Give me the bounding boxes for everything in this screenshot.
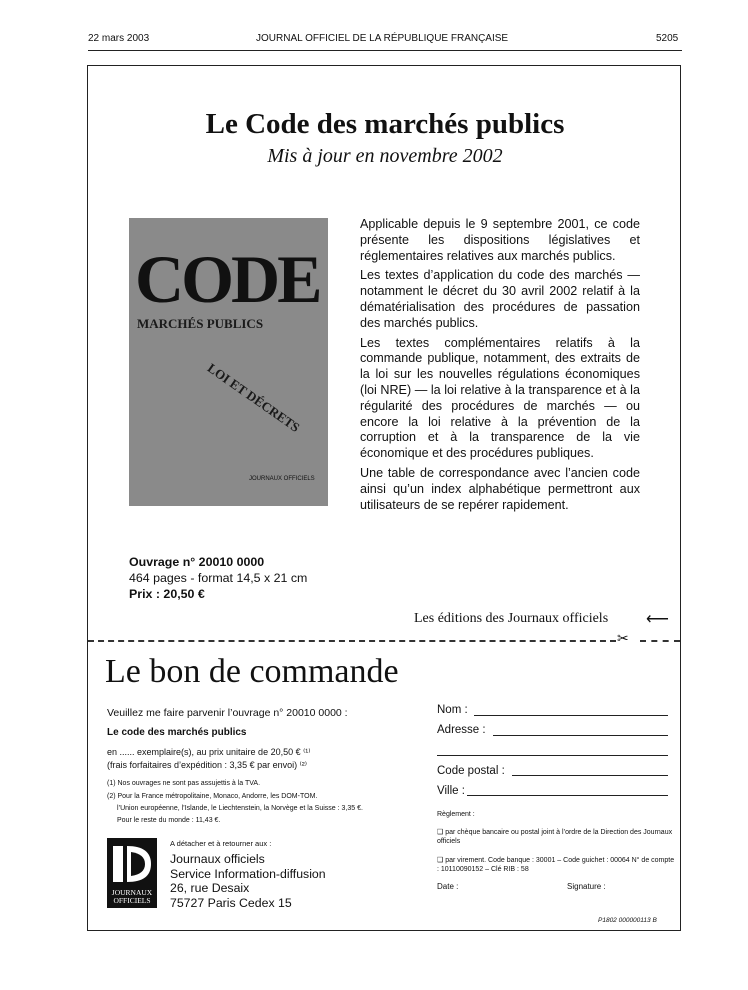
address-line: 26, rue Desaix [170,881,250,896]
cut-line [88,640,616,642]
code-postal-label: Code postal : [437,765,505,777]
logo-label: JOURNAUX OFFICIELS [111,888,153,905]
adresse-label: Adresse : [437,724,486,736]
header-journal-title: JOURNAL OFFICIEL DE LA RÉPUBLIQUE FRANÇAISE [256,33,509,44]
editions-label: Les éditions des Journaux officiels [414,611,609,626]
payment-option-virement[interactable]: ❑ par virement. Code banque : 30001 – Code guichet : 00064 N° de compte : 10110090152 – Clé RIB : 58 [437,857,675,873]
date-label: Date : [437,882,459,891]
book-price: Prix : 20,50 € [129,587,205,601]
order-book-title: Le code des marchés publics [107,727,247,738]
header-rule [88,50,682,51]
order-note: (2) Pour la France métropolitaine, Monaco, Andorre, les DOM-TOM. [107,793,318,800]
order-shipping: (frais forfaitaires d’expédition : 3,35 € par envoi) ⁽²⁾ [107,760,308,770]
cover-big-title: CODE [135,241,320,317]
scissors-icon: ✂ [617,630,629,646]
nom-field[interactable] [474,715,668,716]
order-form-title: Le bon de commande [105,653,399,690]
header-date: 22 mars 2003 [88,33,150,44]
journaux-officiels-logo [107,838,157,908]
order-quantity[interactable]: en ...... exemplaire(s), au prix unitaire de 20,50 € ⁽¹⁾ [107,747,311,757]
order-note: (1) Nos ouvrages ne sont pas assujettis à la TVA. [107,780,261,787]
ad-title: Le Code des marchés publics [205,108,565,140]
description-paragraph: Les textes d’application du code des marchés — notamment le décret du 30 avril 2002 relatif à la dématérialisation des procédures de passation des marchés publics. [360,268,640,330]
cover-publisher: JOURNAUX OFFICIELS [249,476,315,482]
book-format: 464 pages - format 14,5 x 21 cm [129,571,308,585]
ville-label: Ville : [437,785,465,797]
footer-reference: P1802 000000113 B [598,917,657,924]
book-details [129,554,307,602]
ad-description [360,217,640,517]
cover-subtitle: MARCHÉS PUBLICS [137,316,264,331]
ville-field[interactable] [467,795,668,796]
cover-decrees: LOI ET DÉCRETS [204,360,303,435]
detach-instruction: A détacher et à retourner aux : [170,839,272,848]
adresse-field-line-2[interactable] [437,755,668,756]
address-line: 75727 Paris Cedex 15 [170,895,292,910]
book-reference: Ouvrage n° 20010 0000 [129,555,265,569]
code-postal-field[interactable] [512,775,668,776]
ad-subtitle: Mis à jour en novembre 2002 [267,145,503,167]
cut-line-end [640,640,680,642]
address-line: Service Information-diffusion [170,866,326,881]
left-arrow-icon: ⟵ [646,611,669,628]
adresse-field[interactable] [493,735,668,736]
payment-option-cheque[interactable]: ❑ par chèque bancaire ou postal joint à l’ordre de la Direction des Journaux officiels [437,829,673,845]
address-line: Journaux officiels [170,852,265,866]
header-page-number: 5205 [656,33,679,44]
order-request: Veuillez me faire parvenir l’ouvrage n° 20010 0000 : [107,707,348,719]
description-paragraph: Une table de correspondance avec l’ancien code ainsi qu’un index alphabétique permettront aux utilisateurs de se repérer rapidement. [360,465,640,512]
description-paragraph: Applicable depuis le 9 septembre 2001, ce code présente les dispositions législatives et réglementaires relatives aux marchés publics. [360,217,640,263]
return-address [170,852,326,910]
reglement-label: Règlement : [437,811,475,818]
logo-emblem-icon [107,840,157,890]
order-note: l’Union européenne, l’Islande, le Liechtenstein, la Norvège et la Suisse : 3,35 €. [117,805,363,812]
book-cover-image [129,218,328,506]
signature-label: Signature : [567,882,606,891]
nom-label: Nom : [437,704,468,716]
description-paragraph: Les textes complémentaires relatifs à la commande publique, notamment, des extraits de la loi sur les nouvelles régulations économiques (loi NRE) — la loi relative à la transparence et à la régularité des procédures de marchés — ou encore la loi relative à la prévention de la corruption et à la transparence de la vie économique et des procédures publiques. [360,335,640,461]
order-note: Pour le reste du monde : 11,43 €. [117,817,221,824]
